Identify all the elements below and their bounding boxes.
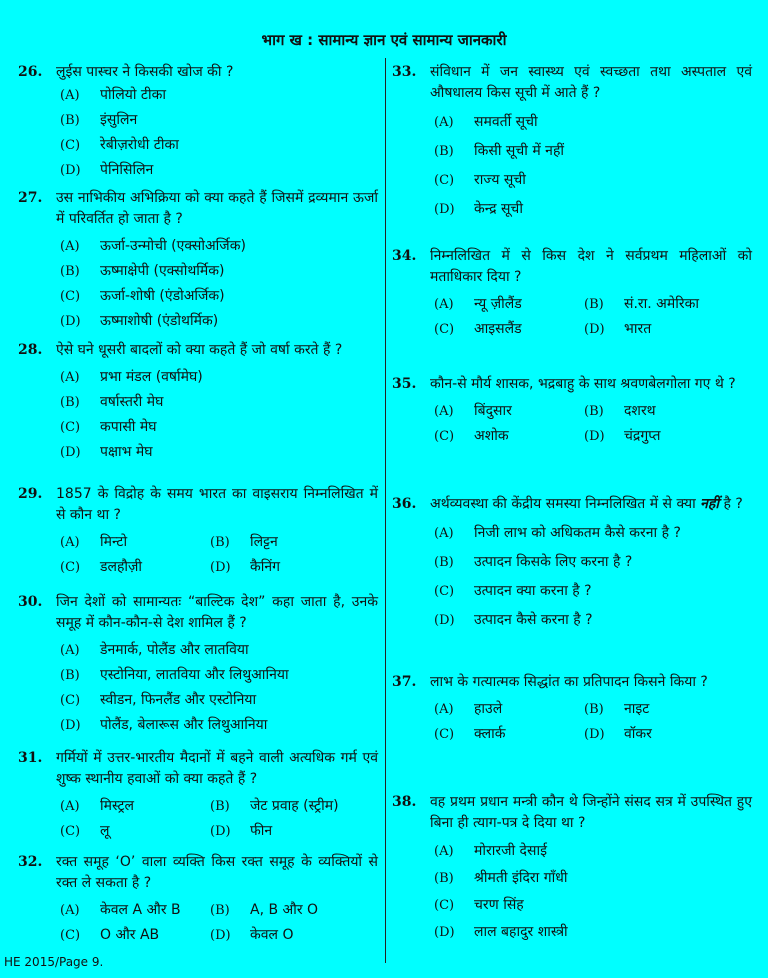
question-number: 36. bbox=[392, 496, 417, 512]
option-a[interactable]: (A) बिंदुसार bbox=[434, 403, 512, 419]
option-a[interactable]: (A) ऊर्जा-उन्मोची (एक्सोअर्जिक) bbox=[60, 238, 246, 254]
option-b[interactable]: (B) इंसुलिन bbox=[60, 112, 138, 128]
option-b[interactable]: (B) किसी सूची में नहीं bbox=[434, 143, 565, 159]
option-b[interactable]: (B) सं.रा. अमेरिका bbox=[584, 296, 699, 312]
option-b[interactable]: (B) दशरथ bbox=[584, 403, 656, 419]
question-text: उस नाभिकीय अभिक्रिया को क्या कहते हैं जिसमें द्रव्यमान ऊर्जा में परिवर्तित हो जाता है ? bbox=[56, 190, 378, 227]
question-text: कौन-से मौर्य शासक, भद्रबाहु के साथ श्रवणबेलगोला गए थे ? bbox=[430, 376, 736, 392]
option-d[interactable]: (D) पक्षाभ मेघ bbox=[60, 444, 153, 460]
option-a[interactable]: (A) मोरारजी देसाई bbox=[434, 843, 547, 859]
option-c[interactable]: (C) लू bbox=[60, 823, 110, 839]
page-footer: HE 2015/Page 9. bbox=[4, 955, 104, 969]
option-b[interactable]: (B) नाइट bbox=[584, 701, 650, 717]
option-a[interactable]: (A) डेनमार्क, पोलैंड और लातविया bbox=[60, 642, 249, 658]
option-b[interactable]: (B) श्रीमती इंदिरा गाँधी bbox=[434, 870, 568, 886]
option-d[interactable]: (D) कैनिंग bbox=[210, 559, 281, 575]
option-b[interactable]: (B) वर्षास्तरी मेघ bbox=[60, 394, 164, 410]
question-text: निम्नलिखित में से किस देश ने सर्वप्रथम महिलाओं को मताधिकार दिया ? bbox=[430, 248, 752, 285]
option-a[interactable]: (A) मिन्टो bbox=[60, 534, 128, 550]
option-d[interactable]: (D) केवल O bbox=[210, 927, 294, 943]
option-c[interactable]: (C) चरण सिंह bbox=[434, 897, 524, 913]
question-number: 28. bbox=[18, 342, 43, 358]
question-26 bbox=[18, 62, 378, 183]
option-a[interactable]: (A) पोलियो टीका bbox=[60, 87, 166, 103]
question-text: संविधान में जन स्वास्थ्य एवं स्वच्छता तथा अस्पताल एवं औषधालय किस सूची में आते हैं ? bbox=[430, 64, 752, 101]
question-text: रक्त समूह ‘O’ वाला व्यक्ति किस रक्त समूह के व्यक्तियों से रक्त ले सकता है ? bbox=[56, 854, 378, 891]
question-35 bbox=[392, 374, 752, 449]
option-c[interactable]: (C) रेबीज़रोधी टीका bbox=[60, 137, 179, 153]
question-31 bbox=[18, 748, 378, 844]
option-d[interactable]: (D) चंद्रगुप्त bbox=[584, 428, 661, 444]
option-c[interactable]: (C) आइसलैंड bbox=[434, 321, 522, 337]
option-d[interactable]: (D) लाल बहादुर शास्त्री bbox=[434, 924, 568, 940]
option-d[interactable]: (D) ऊष्माशोषी (एंडोथर्मिक) bbox=[60, 313, 219, 329]
question-number: 37. bbox=[392, 674, 417, 690]
option-b[interactable]: (B) लिट्टन bbox=[210, 534, 278, 550]
option-a[interactable]: (A) न्यू ज़ीलैंड bbox=[434, 296, 522, 312]
question-36 bbox=[392, 494, 752, 635]
option-c[interactable]: (C) डलहौज़ी bbox=[60, 559, 143, 575]
option-b[interactable]: (B) उत्पादन किसके लिए करना है ? bbox=[434, 554, 633, 570]
question-number: 30. bbox=[18, 594, 43, 610]
question-38 bbox=[392, 792, 752, 946]
question-text: जिन देशों को सामान्यतः “बाल्टिक देश” कहा जाता है, उनके समूह में कौन-कौन-से देश शामिल हैं ? bbox=[56, 594, 378, 631]
question-number: 27. bbox=[18, 190, 43, 206]
option-b[interactable]: (B) ऊष्माक्षेपी (एक्सोथर्मिक) bbox=[60, 263, 225, 279]
question-33 bbox=[392, 62, 752, 224]
question-number: 31. bbox=[18, 750, 43, 766]
option-a[interactable]: (A) प्रभा मंडल (वर्षामेघ) bbox=[60, 369, 203, 385]
question-29 bbox=[18, 484, 378, 580]
question-28 bbox=[18, 340, 378, 465]
question-text: अर्थव्यवस्था की केंद्रीय समस्या निम्नलिखित में से क्या नहीं है ? bbox=[430, 496, 743, 512]
question-32 bbox=[18, 852, 378, 948]
section-header: भाग ख : सामान्य ज्ञान एवं सामान्य जानकारी bbox=[261, 31, 507, 49]
option-a[interactable]: (A) निजी लाभ को अधिकतम कैसे करना है ? bbox=[434, 525, 681, 541]
question-text: लुईस पास्चर ने किसकी खोज की ? bbox=[56, 64, 234, 80]
option-d[interactable]: (D) उत्पादन कैसे करना है ? bbox=[434, 612, 593, 628]
question-number: 34. bbox=[392, 248, 417, 264]
option-c[interactable]: (C) O और AB bbox=[60, 927, 160, 943]
question-number: 26. bbox=[18, 64, 43, 80]
question-text: लाभ के गत्यात्मक सिद्धांत का प्रतिपादन किसने किया ? bbox=[430, 674, 708, 690]
option-d[interactable]: (D) पेनिसिलिन bbox=[60, 162, 154, 178]
option-c[interactable]: (C) क्लार्क bbox=[434, 726, 506, 742]
question-number: 32. bbox=[18, 854, 43, 870]
option-c[interactable]: (C) राज्य सूची bbox=[434, 172, 526, 188]
option-a[interactable]: (A) केवल A और B bbox=[60, 902, 181, 918]
question-37 bbox=[392, 672, 752, 747]
option-a[interactable]: (A) समवर्ती सूची bbox=[434, 114, 538, 130]
option-c[interactable]: (C) स्वीडन, फिनलैंड और एस्टोनिया bbox=[60, 692, 257, 708]
option-c[interactable]: (C) उत्पादन क्या करना है ? bbox=[434, 583, 592, 599]
option-c[interactable]: (C) ऊर्जा-शोषी (एंडोअर्जिक) bbox=[60, 288, 225, 304]
question-text: गर्मियों में उत्तर-भारतीय मैदानों में बहने वाली अत्यधिक गर्म एवं शुष्क स्थानीय हवाओं को क्या कहते हैं ? bbox=[56, 750, 378, 787]
option-c[interactable]: (C) अशोक bbox=[434, 428, 509, 444]
option-a[interactable]: (A) हाउले bbox=[434, 701, 503, 717]
question-text: वह प्रथम प्रधान मन्त्री कौन थे जिन्होंने संसद सत्र में उपस्थित हुए बिना ही त्याग-पत्र दे दिया था ? bbox=[430, 794, 752, 831]
option-d[interactable]: (D) पोलैंड, बेलारूस और लिथुआनिया bbox=[60, 717, 268, 733]
option-a[interactable]: (A) मिस्ट्रल bbox=[60, 798, 134, 814]
question-30 bbox=[18, 592, 378, 738]
question-34 bbox=[392, 246, 752, 342]
option-c[interactable]: (C) कपासी मेघ bbox=[60, 419, 157, 435]
option-d[interactable]: (D) फीन bbox=[210, 823, 273, 839]
option-b[interactable]: (B) A, B और O bbox=[210, 902, 319, 918]
question-emphasis: नहीं bbox=[700, 496, 719, 512]
question-27 bbox=[18, 188, 378, 334]
question-number: 29. bbox=[18, 486, 43, 502]
option-b[interactable]: (B) जेट प्रवाह (स्ट्रीम) bbox=[210, 798, 339, 814]
question-text: 1857 के विद्रोह के समय भारत का वाइसराय निम्नलिखित में से कौन था ? bbox=[56, 486, 378, 523]
question-number: 35. bbox=[392, 376, 417, 392]
option-d[interactable]: (D) वॉकर bbox=[584, 726, 652, 742]
option-d[interactable]: (D) केन्द्र सूची bbox=[434, 201, 523, 217]
question-text: ऐसे घने धूसरी बादलों को क्या कहते हैं जो वर्षा करते हैं ? bbox=[56, 342, 343, 358]
question-number: 33. bbox=[392, 64, 417, 80]
option-d[interactable]: (D) भारत bbox=[584, 321, 652, 337]
column-divider bbox=[385, 58, 386, 963]
question-number: 38. bbox=[392, 794, 417, 810]
option-b[interactable]: (B) एस्टोनिया, लातविया और लिथुआनिया bbox=[60, 667, 289, 683]
